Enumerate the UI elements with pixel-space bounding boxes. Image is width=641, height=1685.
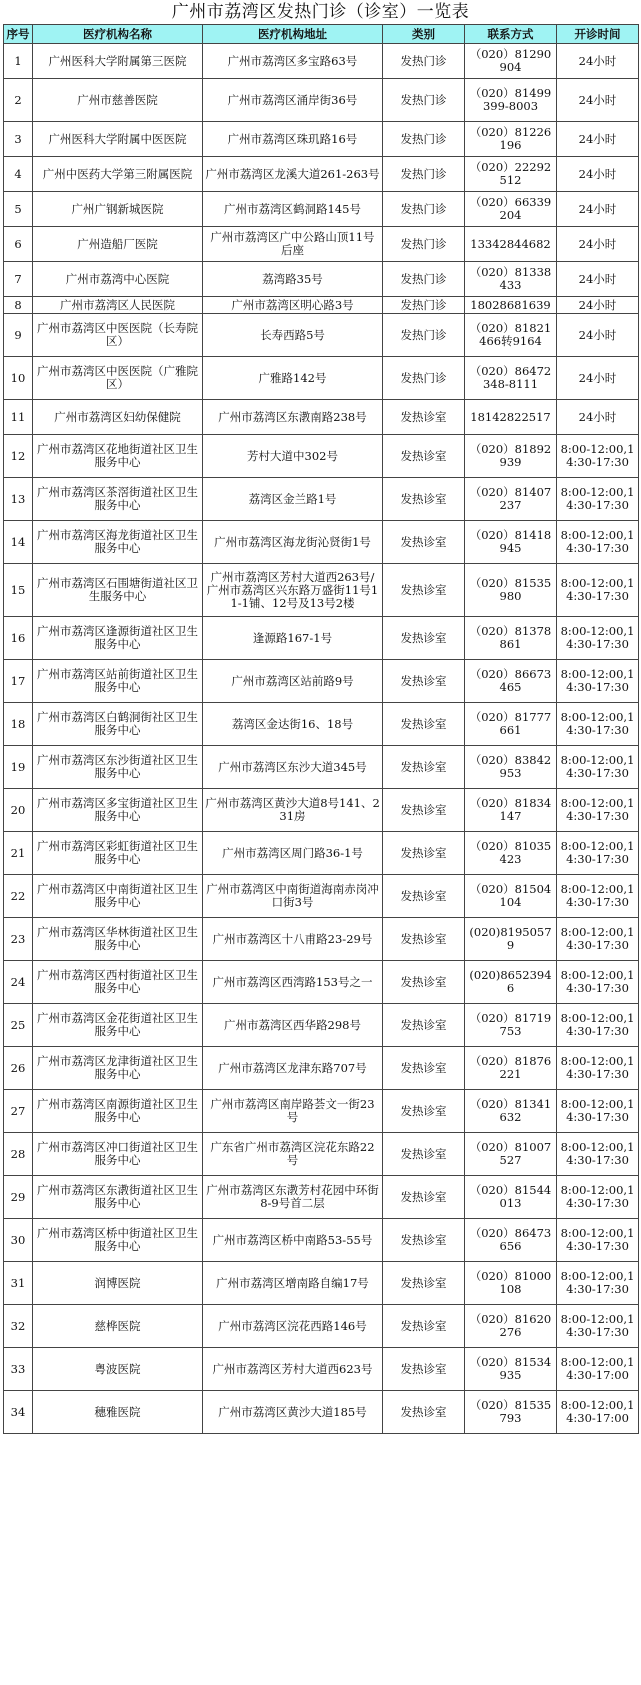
cell-name: 广州市慈善医院 bbox=[33, 79, 203, 122]
table-row bbox=[4, 262, 639, 297]
cell-name: 广州市荔湾区花地街道社区卫生服务中心 bbox=[33, 435, 203, 478]
cell-name: 广州市荔湾区白鹤洞街社区卫生服务中心 bbox=[33, 703, 203, 746]
cell-address: 广州市荔湾区芳村大道西623号 bbox=[203, 1348, 383, 1391]
table-row bbox=[4, 617, 639, 660]
cell-address: 荔湾区金达街16、18号 bbox=[203, 703, 383, 746]
cell-no: 7 bbox=[4, 262, 33, 297]
table-row bbox=[4, 1348, 639, 1391]
cell-name: 广州造船厂医院 bbox=[33, 227, 203, 262]
table-row bbox=[4, 564, 639, 617]
cell-address: 逢源路167-1号 bbox=[203, 617, 383, 660]
cell-no: 34 bbox=[4, 1391, 33, 1434]
cell-address: 广州市荔湾区海龙街沁贤街1号 bbox=[203, 521, 383, 564]
cell-address: 荔湾路35号 bbox=[203, 262, 383, 297]
cell-name: 广州市荔湾区石围塘街道社区卫生服务中心 bbox=[33, 564, 203, 617]
cell-name: 广州市荔湾区逢源街道社区卫生服务中心 bbox=[33, 617, 203, 660]
cell-hours: 8:00-12:00,14:30-17:30 bbox=[557, 1305, 639, 1348]
cell-hours: 8:00-12:00,14:30-17:30 bbox=[557, 521, 639, 564]
cell-name: 广州市荔湾区站前街道社区卫生服务中心 bbox=[33, 660, 203, 703]
cell-no: 3 bbox=[4, 122, 33, 157]
cell-name: 穗雅医院 bbox=[33, 1391, 203, 1434]
cell-contact: （020）81341632 bbox=[465, 1090, 557, 1133]
cell-hours: 8:00-12:00,14:30-17:30 bbox=[557, 875, 639, 918]
cell-contact: （020）81000108 bbox=[465, 1262, 557, 1305]
cell-hours: 8:00-12:00,14:30-17:30 bbox=[557, 478, 639, 521]
cell-name: 广州市荔湾区人民医院 bbox=[33, 297, 203, 314]
cell-hours: 24小时 bbox=[557, 157, 639, 192]
cell-type: 发热诊室 bbox=[383, 875, 465, 918]
cell-type: 发热诊室 bbox=[383, 1047, 465, 1090]
cell-address: 广州市荔湾区站前路9号 bbox=[203, 660, 383, 703]
cell-address: 广州市荔湾区西湾路153号之一 bbox=[203, 961, 383, 1004]
cell-contact: （020）81535793 bbox=[465, 1391, 557, 1434]
table-row bbox=[4, 1133, 639, 1176]
cell-hours: 24小时 bbox=[557, 227, 639, 262]
cell-hours: 8:00-12:00,14:30-17:30 bbox=[557, 703, 639, 746]
cell-hours: 8:00-12:00,14:30-17:30 bbox=[557, 746, 639, 789]
cell-contact: （020）22292512 bbox=[465, 157, 557, 192]
cell-contact: （020）66339204 bbox=[465, 192, 557, 227]
cell-contact: （020）83842953 bbox=[465, 746, 557, 789]
cell-type: 发热诊室 bbox=[383, 746, 465, 789]
cell-type: 发热门诊 bbox=[383, 157, 465, 192]
cell-hours: 24小时 bbox=[557, 79, 639, 122]
cell-name: 广州市荔湾区多宝街道社区卫生服务中心 bbox=[33, 789, 203, 832]
cell-address: 广州市荔湾区明心路3号 bbox=[203, 297, 383, 314]
cell-no: 30 bbox=[4, 1219, 33, 1262]
cell-address: 广州市荔湾区涌岸街36号 bbox=[203, 79, 383, 122]
table-row bbox=[4, 1004, 639, 1047]
table-row bbox=[4, 79, 639, 122]
cell-type: 发热诊室 bbox=[383, 832, 465, 875]
cell-address: 广雅路142号 bbox=[203, 357, 383, 400]
cell-no: 33 bbox=[4, 1348, 33, 1391]
cell-address: 广州市荔湾区芳村大道西263号/广州市荔湾区兴东路万盛街11号11-1铺、12号及13号2楼 bbox=[203, 564, 383, 617]
cell-contact: （020）81544013 bbox=[465, 1176, 557, 1219]
cell-type: 发热门诊 bbox=[383, 122, 465, 157]
cell-no: 24 bbox=[4, 961, 33, 1004]
cell-hours: 8:00-12:00,14:30-17:30 bbox=[557, 918, 639, 961]
cell-hours: 8:00-12:00,14:30-17:30 bbox=[557, 1133, 639, 1176]
cell-contact: （020）81534935 bbox=[465, 1348, 557, 1391]
cell-hours: 8:00-12:00,14:30-17:30 bbox=[557, 1004, 639, 1047]
cell-name: 广州市荔湾区中南街道社区卫生服务中心 bbox=[33, 875, 203, 918]
cell-address: 广州市荔湾区龙津东路707号 bbox=[203, 1047, 383, 1090]
cell-address: 芳村大道中302号 bbox=[203, 435, 383, 478]
cell-type: 发热诊室 bbox=[383, 1090, 465, 1133]
cell-no: 22 bbox=[4, 875, 33, 918]
cell-name: 广州广钢新城医院 bbox=[33, 192, 203, 227]
cell-name: 粤波医院 bbox=[33, 1348, 203, 1391]
cell-type: 发热诊室 bbox=[383, 1348, 465, 1391]
table-row bbox=[4, 1262, 639, 1305]
cell-no: 2 bbox=[4, 79, 33, 122]
cell-address: 广州市荔湾区珠玑路16号 bbox=[203, 122, 383, 157]
cell-hours: 24小时 bbox=[557, 357, 639, 400]
cell-hours: 8:00-12:00,14:30-17:00 bbox=[557, 1348, 639, 1391]
cell-hours: 8:00-12:00,14:30-17:30 bbox=[557, 1219, 639, 1262]
cell-no: 25 bbox=[4, 1004, 33, 1047]
cell-contact: 18028681639 bbox=[465, 297, 557, 314]
cell-name: 广州市荔湾区南源街道社区卫生服务中心 bbox=[33, 1090, 203, 1133]
cell-address: 广州市荔湾区十八甫路23-29号 bbox=[203, 918, 383, 961]
cell-contact: （020）81620276 bbox=[465, 1305, 557, 1348]
cell-type: 发热门诊 bbox=[383, 79, 465, 122]
table-row bbox=[4, 1391, 639, 1434]
cell-contact: （020）81719753 bbox=[465, 1004, 557, 1047]
cell-type: 发热门诊 bbox=[383, 314, 465, 357]
cell-no: 16 bbox=[4, 617, 33, 660]
cell-contact: （020）81892939 bbox=[465, 435, 557, 478]
cell-type: 发热门诊 bbox=[383, 357, 465, 400]
cell-type: 发热门诊 bbox=[383, 227, 465, 262]
cell-no: 8 bbox=[4, 297, 33, 314]
cell-no: 26 bbox=[4, 1047, 33, 1090]
cell-hours: 24小时 bbox=[557, 400, 639, 435]
cell-name: 广州市荔湾区妇幼保健院 bbox=[33, 400, 203, 435]
table-row bbox=[4, 961, 639, 1004]
cell-no: 31 bbox=[4, 1262, 33, 1305]
cell-no: 17 bbox=[4, 660, 33, 703]
cell-hours: 8:00-12:00,14:30-17:30 bbox=[557, 1176, 639, 1219]
cell-contact: （020）81226196 bbox=[465, 122, 557, 157]
table-row bbox=[4, 1047, 639, 1090]
table-row bbox=[4, 400, 639, 435]
table-row bbox=[4, 44, 639, 79]
cell-contact: （020）81290904 bbox=[465, 44, 557, 79]
cell-hours: 24小时 bbox=[557, 262, 639, 297]
cell-contact: （020）86473656 bbox=[465, 1219, 557, 1262]
cell-address: 广州市荔湾区桥中南路53-55号 bbox=[203, 1219, 383, 1262]
cell-no: 23 bbox=[4, 918, 33, 961]
table-row bbox=[4, 1219, 639, 1262]
cell-no: 28 bbox=[4, 1133, 33, 1176]
cell-no: 29 bbox=[4, 1176, 33, 1219]
cell-name: 广州市荔湾区茶滘街道社区卫生服务中心 bbox=[33, 478, 203, 521]
cell-contact: (020)86523946 bbox=[465, 961, 557, 1004]
cell-address: 广州市荔湾区鹤洞路145号 bbox=[203, 192, 383, 227]
cell-type: 发热诊室 bbox=[383, 918, 465, 961]
cell-address: 广州市荔湾区周门路36-1号 bbox=[203, 832, 383, 875]
header-name: 医疗机构名称 bbox=[33, 25, 203, 44]
cell-no: 9 bbox=[4, 314, 33, 357]
cell-name: 广州市荔湾区冲口街道社区卫生服务中心 bbox=[33, 1133, 203, 1176]
cell-type: 发热诊室 bbox=[383, 1219, 465, 1262]
cell-address: 广州市荔湾区中南街道海南赤岗冲口街3号 bbox=[203, 875, 383, 918]
cell-no: 19 bbox=[4, 746, 33, 789]
cell-no: 21 bbox=[4, 832, 33, 875]
cell-no: 15 bbox=[4, 564, 33, 617]
cell-hours: 8:00-12:00,14:30-17:30 bbox=[557, 1090, 639, 1133]
cell-contact: 18142822517 bbox=[465, 400, 557, 435]
cell-address: 广州市荔湾区增南路自编17号 bbox=[203, 1262, 383, 1305]
cell-name: 广州市荔湾区华林街道社区卫生服务中心 bbox=[33, 918, 203, 961]
cell-name: 慈桦医院 bbox=[33, 1305, 203, 1348]
cell-type: 发热诊室 bbox=[383, 1262, 465, 1305]
cell-hours: 24小时 bbox=[557, 44, 639, 79]
cell-type: 发热诊室 bbox=[383, 435, 465, 478]
cell-type: 发热门诊 bbox=[383, 297, 465, 314]
cell-name: 广州市荔湾区龙津街道社区卫生服务中心 bbox=[33, 1047, 203, 1090]
cell-hours: 8:00-12:00,14:30-17:30 bbox=[557, 832, 639, 875]
cell-contact: （020）86472348-8111 bbox=[465, 357, 557, 400]
cell-name: 广州市荔湾区彩虹街道社区卫生服务中心 bbox=[33, 832, 203, 875]
cell-no: 27 bbox=[4, 1090, 33, 1133]
cell-contact: （020）81007527 bbox=[465, 1133, 557, 1176]
cell-name: 广州市荔湾区中医医院（长寿院区） bbox=[33, 314, 203, 357]
cell-no: 5 bbox=[4, 192, 33, 227]
cell-address: 广州市荔湾区多宝路63号 bbox=[203, 44, 383, 79]
table-row bbox=[4, 357, 639, 400]
cell-address: 荔湾区金兰路1号 bbox=[203, 478, 383, 521]
cell-name: 广州市荔湾区桥中街道社区卫生服务中心 bbox=[33, 1219, 203, 1262]
header-hours: 开诊时间 bbox=[557, 25, 639, 44]
cell-type: 发热诊室 bbox=[383, 617, 465, 660]
cell-hours: 8:00-12:00,14:30-17:30 bbox=[557, 617, 639, 660]
cell-address: 广州市荔湾区东漖芳村花园中环街8-9号首二层 bbox=[203, 1176, 383, 1219]
cell-address: 广州市荔湾区东沙大道345号 bbox=[203, 746, 383, 789]
table-row bbox=[4, 703, 639, 746]
cell-address: 长寿西路5号 bbox=[203, 314, 383, 357]
table-header bbox=[4, 25, 639, 44]
cell-contact: （020）81407237 bbox=[465, 478, 557, 521]
cell-type: 发热诊室 bbox=[383, 789, 465, 832]
table-row bbox=[4, 660, 639, 703]
cell-contact: （020）81418945 bbox=[465, 521, 557, 564]
table-row bbox=[4, 478, 639, 521]
cell-hours: 8:00-12:00,14:30-17:30 bbox=[557, 660, 639, 703]
header-no: 序号 bbox=[4, 25, 33, 44]
cell-address: 广东省广州市荔湾区浣花东路22号 bbox=[203, 1133, 383, 1176]
cell-type: 发热诊室 bbox=[383, 961, 465, 1004]
cell-type: 发热诊室 bbox=[383, 564, 465, 617]
cell-hours: 8:00-12:00,14:30-17:30 bbox=[557, 961, 639, 1004]
table-row bbox=[4, 314, 639, 357]
cell-no: 18 bbox=[4, 703, 33, 746]
table-row bbox=[4, 918, 639, 961]
table-row bbox=[4, 521, 639, 564]
header-address: 医疗机构地址 bbox=[203, 25, 383, 44]
cell-hours: 8:00-12:00,14:30-17:30 bbox=[557, 435, 639, 478]
table-row bbox=[4, 157, 639, 192]
cell-address: 广州市荔湾区龙溪大道261-263号 bbox=[203, 157, 383, 192]
cell-contact: （020）86673465 bbox=[465, 660, 557, 703]
cell-hours: 24小时 bbox=[557, 122, 639, 157]
cell-type: 发热诊室 bbox=[383, 1391, 465, 1434]
cell-name: 广州市荔湾中心医院 bbox=[33, 262, 203, 297]
cell-name: 广州市荔湾区海龙街道社区卫生服务中心 bbox=[33, 521, 203, 564]
table-row bbox=[4, 297, 639, 314]
header-type: 类别 bbox=[383, 25, 465, 44]
table-row bbox=[4, 746, 639, 789]
table-row bbox=[4, 1176, 639, 1219]
cell-type: 发热诊室 bbox=[383, 703, 465, 746]
cell-contact: （020）81504104 bbox=[465, 875, 557, 918]
cell-name: 润博医院 bbox=[33, 1262, 203, 1305]
cell-hours: 24小时 bbox=[557, 297, 639, 314]
cell-no: 4 bbox=[4, 157, 33, 192]
cell-contact: （020）81777661 bbox=[465, 703, 557, 746]
cell-name: 广州医科大学附属第三医院 bbox=[33, 44, 203, 79]
cell-contact: （020）81035423 bbox=[465, 832, 557, 875]
cell-address: 广州市荔湾区南岸路荟文一街23号 bbox=[203, 1090, 383, 1133]
cell-name: 广州市荔湾区东沙街道社区卫生服务中心 bbox=[33, 746, 203, 789]
table-title: 广州市荔湾区发热门诊（诊室）一览表 bbox=[171, 2, 470, 22]
cell-type: 发热诊室 bbox=[383, 1133, 465, 1176]
cell-type: 发热诊室 bbox=[383, 1176, 465, 1219]
table-row bbox=[4, 875, 639, 918]
cell-no: 11 bbox=[4, 400, 33, 435]
cell-contact: （020）81338433 bbox=[465, 262, 557, 297]
cell-name: 广州市荔湾区中医医院（广雅院区） bbox=[33, 357, 203, 400]
cell-type: 发热诊室 bbox=[383, 1305, 465, 1348]
header-row bbox=[4, 25, 639, 44]
table-row bbox=[4, 122, 639, 157]
cell-address: 广州市荔湾区浣花西路146号 bbox=[203, 1305, 383, 1348]
cell-type: 发热诊室 bbox=[383, 1004, 465, 1047]
cell-contact: 13342844682 bbox=[465, 227, 557, 262]
cell-address: 广州市荔湾区黄沙大道185号 bbox=[203, 1391, 383, 1434]
cell-name: 广州市荔湾区金花街道社区卫生服务中心 bbox=[33, 1004, 203, 1047]
cell-hours: 8:00-12:00,14:30-17:30 bbox=[557, 1047, 639, 1090]
cell-type: 发热诊室 bbox=[383, 660, 465, 703]
cell-hours: 8:00-12:00,14:30-17:30 bbox=[557, 1262, 639, 1305]
cell-address: 广州市荔湾区黄沙大道8号141、231房 bbox=[203, 789, 383, 832]
cell-type: 发热诊室 bbox=[383, 400, 465, 435]
header-contact: 联系方式 bbox=[465, 25, 557, 44]
cell-type: 发热门诊 bbox=[383, 192, 465, 227]
cell-no: 14 bbox=[4, 521, 33, 564]
cell-address: 广州市荔湾区东漖南路238号 bbox=[203, 400, 383, 435]
table-body bbox=[4, 44, 639, 1434]
table-row bbox=[4, 435, 639, 478]
cell-contact: （020）81499399-8003 bbox=[465, 79, 557, 122]
cell-contact: （020）81535980 bbox=[465, 564, 557, 617]
table-row bbox=[4, 832, 639, 875]
cell-hours: 8:00-12:00,14:30-17:30 bbox=[557, 789, 639, 832]
cell-no: 6 bbox=[4, 227, 33, 262]
cell-address: 广州市荔湾区西华路298号 bbox=[203, 1004, 383, 1047]
table-row bbox=[4, 227, 639, 262]
cell-name: 广州市荔湾区东漖街道社区卫生服务中心 bbox=[33, 1176, 203, 1219]
cell-hours: 24小时 bbox=[557, 314, 639, 357]
cell-address: 广州市荔湾区广中公路山顶11号后座 bbox=[203, 227, 383, 262]
table-row bbox=[4, 1305, 639, 1348]
cell-hours: 8:00-12:00,14:30-17:00 bbox=[557, 1391, 639, 1434]
cell-type: 发热诊室 bbox=[383, 521, 465, 564]
cell-contact: （020）81876221 bbox=[465, 1047, 557, 1090]
cell-no: 32 bbox=[4, 1305, 33, 1348]
cell-no: 10 bbox=[4, 357, 33, 400]
clinic-table bbox=[3, 24, 639, 1434]
cell-type: 发热门诊 bbox=[383, 44, 465, 79]
cell-contact: （020）81834147 bbox=[465, 789, 557, 832]
cell-contact: （020）81378861 bbox=[465, 617, 557, 660]
cell-name: 广州中医药大学第三附属医院 bbox=[33, 157, 203, 192]
cell-type: 发热门诊 bbox=[383, 262, 465, 297]
cell-contact: （020）81821466转9164 bbox=[465, 314, 557, 357]
cell-contact: (020)81950579 bbox=[465, 918, 557, 961]
cell-name: 广州市荔湾区西村街道社区卫生服务中心 bbox=[33, 961, 203, 1004]
cell-name: 广州医科大学附属中医医院 bbox=[33, 122, 203, 157]
cell-type: 发热诊室 bbox=[383, 478, 465, 521]
table-row bbox=[4, 192, 639, 227]
cell-hours: 24小时 bbox=[557, 192, 639, 227]
cell-no: 12 bbox=[4, 435, 33, 478]
table-row bbox=[4, 1090, 639, 1133]
cell-no: 13 bbox=[4, 478, 33, 521]
cell-hours: 8:00-12:00,14:30-17:30 bbox=[557, 564, 639, 617]
cell-no: 1 bbox=[4, 44, 33, 79]
cell-no: 20 bbox=[4, 789, 33, 832]
table-row bbox=[4, 789, 639, 832]
